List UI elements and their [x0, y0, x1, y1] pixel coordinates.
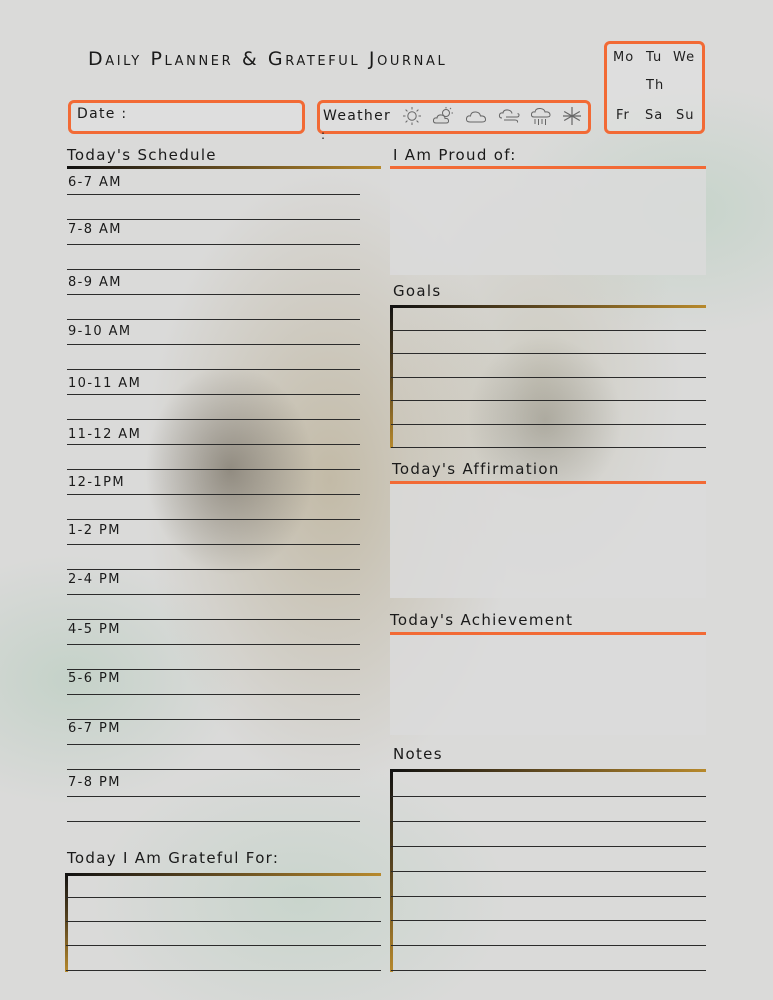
- schedule-line[interactable]: [67, 294, 360, 295]
- goals-title-rule: [391, 305, 706, 308]
- schedule-line[interactable]: [67, 769, 360, 770]
- notes-line[interactable]: [391, 970, 706, 971]
- schedule-line[interactable]: [67, 344, 360, 345]
- schedule-line[interactable]: [67, 796, 360, 797]
- grateful-line[interactable]: [66, 921, 381, 922]
- notes-line[interactable]: [391, 821, 706, 822]
- schedule-line[interactable]: [67, 719, 360, 720]
- schedule-line[interactable]: [67, 194, 360, 195]
- day-mo[interactable]: Mo: [613, 50, 635, 65]
- schedule-line[interactable]: [67, 394, 360, 395]
- schedule-line[interactable]: [67, 469, 360, 470]
- schedule-line[interactable]: [67, 744, 360, 745]
- day-we[interactable]: We: [673, 50, 696, 65]
- time-slot: 6-7 AM: [68, 175, 122, 190]
- time-slot: 7-8 AM: [68, 222, 122, 237]
- partly-cloudy-icon[interactable]: [432, 106, 454, 126]
- notes-line[interactable]: [391, 896, 706, 897]
- notes-line[interactable]: [391, 920, 706, 921]
- time-slot: 2-4 PM: [68, 572, 121, 587]
- day-tu[interactable]: Tu: [646, 50, 663, 65]
- goals-line[interactable]: [391, 447, 706, 448]
- time-slot: 12-1PM: [68, 475, 125, 490]
- proud-box[interactable]: [390, 169, 706, 275]
- notes-line[interactable]: [391, 796, 706, 797]
- schedule-line[interactable]: [67, 369, 360, 370]
- schedule-line[interactable]: [67, 594, 360, 595]
- time-slot: 4-5 PM: [68, 622, 121, 637]
- time-slot: 7-8 PM: [68, 775, 121, 790]
- affirmation-title: Today's Affirmation: [392, 460, 560, 478]
- schedule-line[interactable]: [67, 644, 360, 645]
- proud-title: I Am Proud of:: [393, 146, 517, 164]
- schedule-title-rule: [67, 166, 381, 169]
- schedule-line[interactable]: [67, 544, 360, 545]
- grateful-left-rule: [65, 873, 68, 972]
- grateful-line[interactable]: [66, 897, 381, 898]
- schedule-line[interactable]: [67, 319, 360, 320]
- achievement-box[interactable]: [390, 635, 706, 735]
- snowflake-icon[interactable]: [561, 106, 583, 126]
- time-slot: 11-12 AM: [68, 427, 142, 442]
- cloud-icon[interactable]: [465, 106, 487, 126]
- schedule-line[interactable]: [67, 619, 360, 620]
- rain-icon[interactable]: [530, 106, 552, 126]
- goals-line[interactable]: [391, 424, 706, 425]
- goals-title: Goals: [393, 282, 442, 300]
- time-slot: 8-9 AM: [68, 275, 122, 290]
- notes-title-rule: [391, 769, 706, 772]
- schedule-line[interactable]: [67, 244, 360, 245]
- goals-line[interactable]: [391, 377, 706, 378]
- time-slot: 10-11 AM: [68, 376, 142, 391]
- day-th[interactable]: Th: [646, 78, 665, 93]
- time-slot: 6-7 PM: [68, 721, 121, 736]
- time-slot: 1-2 PM: [68, 523, 121, 538]
- schedule-line[interactable]: [67, 821, 360, 822]
- grateful-line[interactable]: [66, 970, 381, 971]
- schedule-line[interactable]: [67, 569, 360, 570]
- weather-label: Weather: [323, 108, 392, 124]
- day-fr[interactable]: Fr: [616, 108, 630, 123]
- goals-line[interactable]: [391, 400, 706, 401]
- grateful-title: Today I Am Grateful For:: [67, 849, 280, 867]
- schedule-title: Today's Schedule: [67, 146, 217, 164]
- grateful-line[interactable]: [66, 945, 381, 946]
- page-title: Daily Planner & Grateful Journal: [88, 48, 448, 70]
- windy-icon[interactable]: [498, 106, 520, 126]
- sun-icon[interactable]: [401, 106, 423, 126]
- schedule-line[interactable]: [67, 519, 360, 520]
- schedule-line[interactable]: [67, 219, 360, 220]
- notes-line[interactable]: [391, 871, 706, 872]
- schedule-line[interactable]: [67, 669, 360, 670]
- time-slot: 5-6 PM: [68, 671, 121, 686]
- affirmation-box[interactable]: [390, 484, 706, 598]
- weather-colon: :: [321, 128, 327, 142]
- schedule-line[interactable]: [67, 694, 360, 695]
- day-sa[interactable]: Sa: [645, 108, 664, 123]
- goals-line[interactable]: [391, 353, 706, 354]
- achievement-title: Today's Achievement: [390, 611, 574, 629]
- date-label: Date :: [77, 106, 128, 122]
- schedule-line[interactable]: [67, 269, 360, 270]
- notes-line[interactable]: [391, 846, 706, 847]
- notes-line[interactable]: [391, 945, 706, 946]
- day-su[interactable]: Su: [676, 108, 695, 123]
- grateful-title-rule: [66, 873, 381, 876]
- schedule-line[interactable]: [67, 419, 360, 420]
- time-slot: 9-10 AM: [68, 324, 132, 339]
- schedule-line[interactable]: [67, 494, 360, 495]
- notes-title: Notes: [393, 745, 443, 763]
- schedule-line[interactable]: [67, 444, 360, 445]
- goals-line[interactable]: [391, 330, 706, 331]
